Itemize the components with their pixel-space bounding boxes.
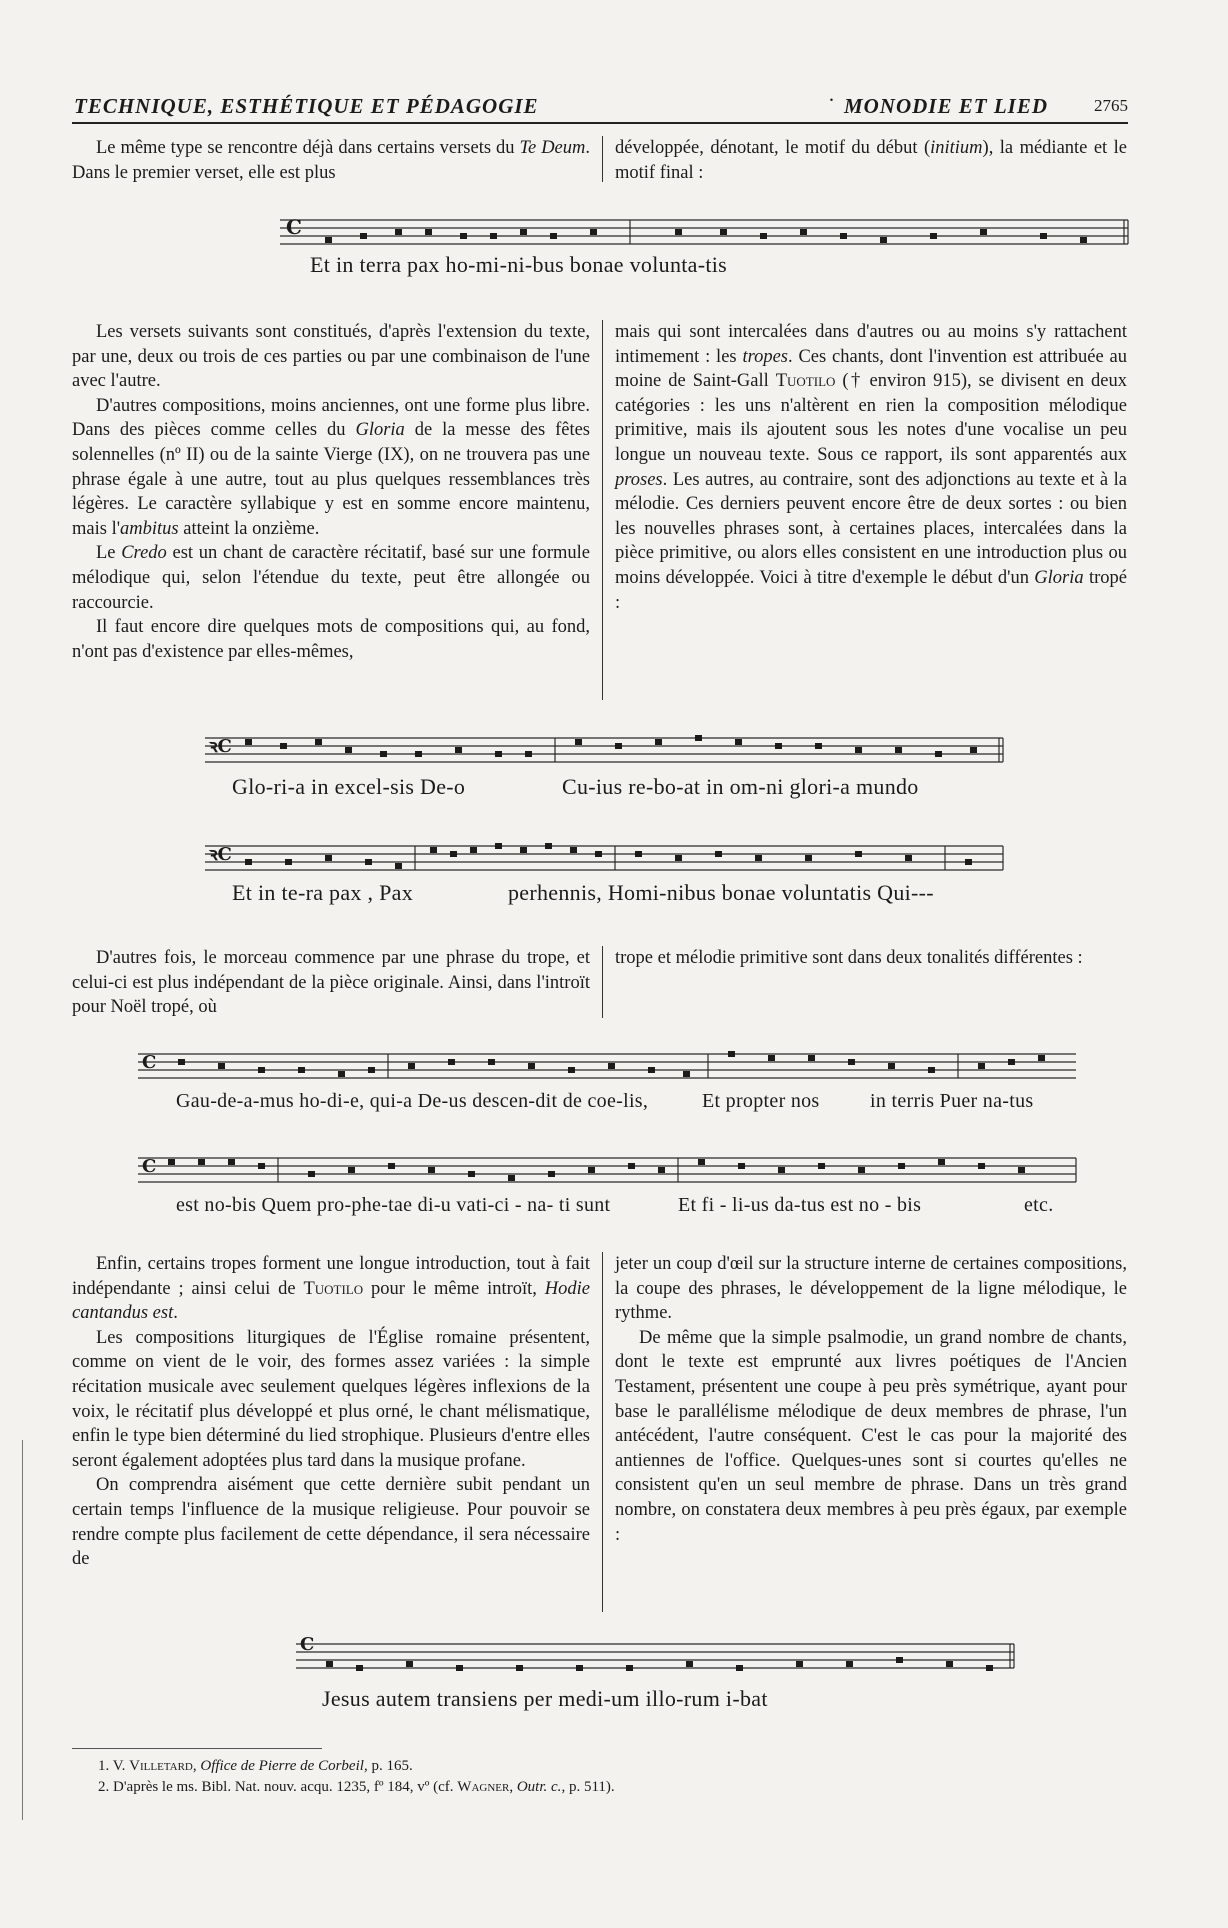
italic-term: proses	[615, 469, 663, 490]
text-run: atteint la onzième.	[178, 518, 320, 539]
music4-lyrics: Jesus autem transiens per medi-um illo-rum i-bat	[322, 1686, 768, 1711]
block4-left-paragraph-1	[72, 1252, 590, 1326]
italic-title: Te Deum	[519, 138, 586, 158]
text-run: ,	[192, 1758, 201, 1774]
text-block-1	[72, 136, 1128, 185]
text-block-4	[72, 1252, 1128, 1612]
text-block-2	[72, 320, 1128, 700]
music3-line1-lyrics-a: Gau-de-a-mus ho-di-e, qui-a De-us descen-dit de coe-lis,	[176, 1090, 649, 1112]
music1-lyrics: Et in terra pax ho-mi-ni-bus bonae volunta-tis	[310, 252, 728, 277]
block4-right-paragraph-2: De même que la simple psalmodie, un grand nombre de chants, dont le texte est emprunté aux livres poétiques de l'Ancien Testament, présentent une coupe à peu près symétrique, ayant pour base le parallélisme mélodique de deux membres de phrase, l'un antécédent, l'autre conséquent. C'est le cas pour la majorité des antiennes de l'office. Quelques-unes sont si courtes qu'elles ne consistent qu'en un seul membre de phrase. Dans un très grand nombre, on constatera deux membres à peu près égaux, par exemple :	[615, 1327, 1127, 1545]
text-run: de la messe des fêtes solennelles (nº II) ou de la sainte Vierge (IX), on ne trouvera pas une phrase égale à une autre, tout au plus quelques ressemblances très légères. Le caractère syllabique y est en somme encore maintenu, mais l'	[72, 420, 590, 539]
block2-left-paragraph-1: Les versets suivants sont constitués, d'après l'extension du texte, par une, deux ou trois de ces parties ou par une combinaison de l'une avec l'autre.	[72, 322, 590, 392]
italic-title: Gloria	[355, 420, 405, 441]
text-run: .	[173, 1303, 178, 1324]
small-caps-name: Tuotilo	[303, 1278, 364, 1299]
block4-right-column	[603, 1252, 1127, 1612]
text-run: 1. V.	[98, 1758, 130, 1774]
footnote-rule	[72, 1748, 322, 1749]
text-run: ,	[509, 1779, 517, 1795]
text-run: pour le même introït,	[363, 1278, 545, 1299]
text-run: . Dans le premier verset, elle est plus	[72, 138, 590, 183]
text-run: mais qui sont intercalées dans d'autres ou au moins s'y rattachent intimement : les	[615, 322, 1127, 367]
text-run: . Les autres, au contraire, sont des adjonctions au texte et à la mélodie. Ces derniers peuvent encore être de deux sortes : ou bien les nouvelles phrases sont, à certaines places, intercalées dans la pièce primitive, ou alors elles consistent en une introduction plus ou moins développée. Voici à titre d'exemple le début d'un	[615, 469, 1127, 588]
block1-right-column	[603, 136, 1127, 185]
block4-left-paragraph-2: Les compositions liturgiques de l'Église romaine présentent, comme on vient de le voir, des formes assez variées : la simple récitation musicale avec seulement quelques légères inflexions de la voix, le récitatif plus développé et plus orné, le chant mélismatique, enfin le type bien déterminé du lied strophique. Plusieurs d'entre elles seront également adoptées plus tard dans la musique profane.	[72, 1327, 590, 1471]
block3-right-column	[603, 946, 1127, 1020]
italic-term: initium	[930, 138, 983, 158]
italic-title: Office de Pierre de Corbeil	[200, 1758, 364, 1774]
svg-text:C: C	[300, 1636, 315, 1655]
block3-left-column	[72, 946, 602, 1020]
italic-title: Gloria	[1034, 567, 1084, 588]
text-run: Enfin, certains tropes forment une longue introduction, tout à fait indépendante ; ainsi celui de	[72, 1254, 590, 1299]
italic-term: ambitus	[120, 518, 179, 539]
music-staff-2-line-1	[205, 730, 1005, 770]
music3-line2-lyrics-b: Et fi - li-us da-tus est no - bis	[678, 1194, 922, 1216]
svg-text:ꝛC: ꝛC	[209, 844, 232, 865]
block4-left-column	[72, 1252, 602, 1612]
block2-left-column	[72, 320, 602, 700]
running-header	[72, 88, 1128, 124]
small-caps-name: Tuotilo	[775, 371, 836, 392]
music2-line1-lyrics-b: Cu-ius re-bo-at in om-ni glori-a mundo	[562, 774, 919, 799]
italic-title: Outr. c.	[516, 1779, 562, 1795]
block4-left-paragraph-3: On comprendra aisément que cette dernière subit pendant un certain temps l'influence de la musique religieuse. Pour pouvoir se rendre compte plus facilement de cette dépendance, il sera nécessaire de	[72, 1475, 590, 1570]
music3-line2-lyrics-c: etc.	[1024, 1194, 1054, 1216]
text-run: est un chant de caractère récitatif, basé sur une formule mélodique qui, selon l'étendue du texte, peut être allongée ou raccourcie.	[72, 543, 590, 613]
page-number: 2765	[1094, 96, 1128, 115]
italic-term: tropes	[742, 346, 789, 367]
footnote-2	[98, 1777, 1098, 1798]
italic-title: Credo	[121, 543, 167, 564]
text-run: († environ 915), se divisent en deux catégories : les uns n'altèrent en rien la composition mélodique primitive, mais ils ajoutent sous les notes d'une vocalise un peu longue un nouveau texte. Sous ce rapport, ils sont apparentés aux	[615, 371, 1127, 465]
block1-right-paragraph	[615, 136, 1127, 185]
footnote-1	[98, 1756, 1098, 1777]
svg-text:ꝛC: ꝛC	[209, 736, 232, 757]
header-left-title: TECHNIQUE, ESTHÉTIQUE ET PÉDAGOGIE	[74, 94, 539, 118]
text-run: ), la médiante et le motif final :	[615, 138, 1127, 183]
footnotes	[98, 1756, 1098, 1798]
text-run: D'autres compositions, moins anciennes, ont une forme plus libre. Dans des pièces comme celles du	[72, 395, 590, 441]
block3-left-paragraph: D'autres fois, le morceau commence par une phrase du trope, et celui-ci est plus indépendant de la pièce originale. Ainsi, dans l'introït pour Noël tropé, où	[72, 948, 590, 1018]
scan-margin-line	[22, 1440, 23, 1820]
italic-title: Hodie cantandus est	[72, 1278, 590, 1324]
svg-text:C: C	[142, 1156, 157, 1177]
block2-left-paragraph-2	[72, 394, 590, 542]
small-caps-name: Villetard	[129, 1758, 193, 1774]
text-run: , p. 511).	[561, 1779, 615, 1795]
header-right-title: MONODIE ET LIED	[843, 94, 1048, 118]
text-run: tropé :	[615, 567, 1127, 613]
music2-line2-lyrics-b: perhennis, Homi-nibus bonae voluntatis Qui---	[508, 880, 934, 905]
text-run: Le même type se rencontre déjà dans certains versets du	[96, 138, 520, 158]
music3-line1-lyrics-c: in terris Puer na-tus	[870, 1090, 1034, 1112]
block2-left-paragraph-4: Il faut encore dire quelques mots de compositions qui, au fond, n'ont pas d'existence par elles-mêmes,	[72, 617, 590, 662]
music3-line1-lyrics-b: Et propter nos	[702, 1090, 820, 1112]
svg-text:C: C	[286, 215, 302, 239]
block2-right-paragraph	[615, 320, 1127, 615]
text-run: . Ces chants, dont l'invention est attribuée au moine de Saint-Gall	[615, 346, 1128, 392]
text-run: développée, dénotant, le motif du début (	[615, 138, 931, 158]
music-staff-4	[296, 1636, 1016, 1676]
block2-right-column	[603, 320, 1127, 700]
music2-line1-lyrics-a: Glo-ri-a in excel-sis De-o	[232, 774, 466, 799]
music3-line2-lyrics-a: est no-bis Quem pro-phe-tae di-u vati-ci - na- ti sunt	[176, 1194, 611, 1216]
svg-text:C: C	[142, 1052, 157, 1073]
small-caps-name: Wagner	[457, 1779, 510, 1795]
block1-left-paragraph	[72, 136, 590, 185]
block3-right-paragraph: trope et mélodie primitive sont dans deux tonalités différentes :	[615, 948, 1083, 968]
text-run: Le	[96, 543, 122, 564]
block1-left-column	[72, 136, 602, 185]
music-staff-2-line-2	[205, 838, 1005, 878]
text-run: 2. D'après le ms. Bibl. Nat. nouv. acqu. 1235, fº 184, vº (cf.	[98, 1779, 458, 1795]
music-staff-1	[280, 212, 1130, 252]
music-staff-3-line-1	[138, 1046, 1078, 1086]
music2-line2-lyrics-a: Et in te-ra pax , Pax	[232, 880, 414, 905]
text-run: , p. 165.	[363, 1758, 413, 1774]
music-staff-3-line-2	[138, 1150, 1078, 1190]
block4-right-paragraph-1: jeter un coup d'œil sur la structure interne de certaines compositions, la coupe des phrases, le développement de la ligne mélodique, le rythme.	[615, 1254, 1127, 1324]
block2-left-paragraph-3	[72, 541, 590, 615]
header-separator: ·	[828, 88, 836, 112]
text-block-3	[72, 946, 1128, 1020]
